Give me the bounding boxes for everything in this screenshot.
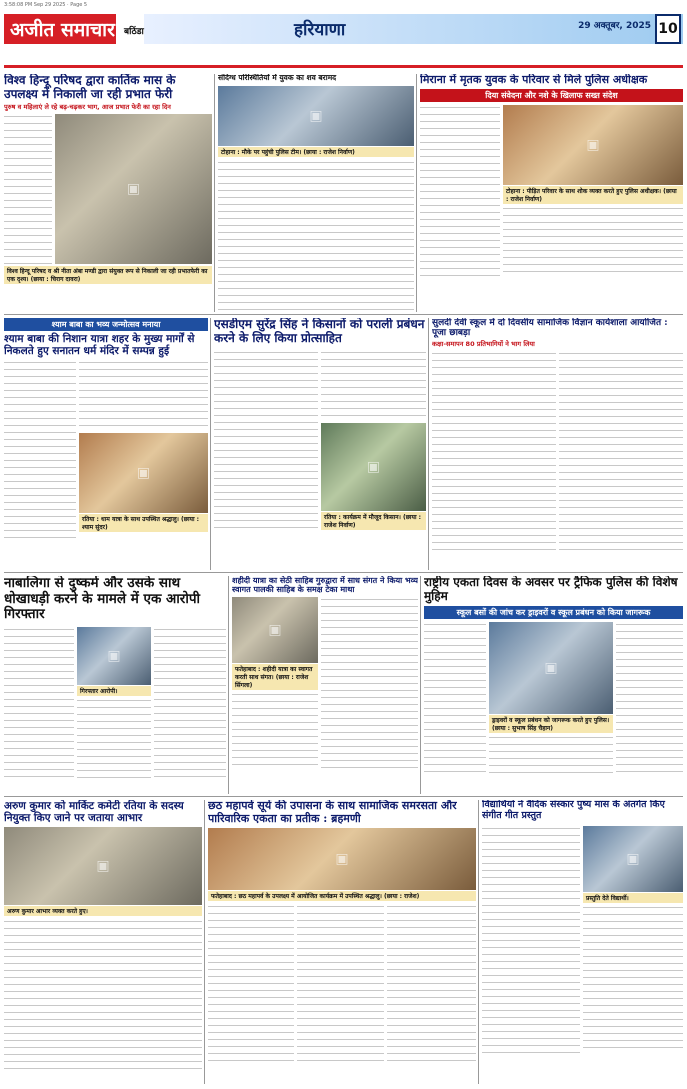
- photo: [583, 826, 683, 892]
- row-rule: [4, 796, 683, 797]
- photo-caption: प्रस्तुति देते विद्यार्थी।: [583, 893, 683, 903]
- article-body: [297, 904, 384, 1064]
- article-body: [559, 351, 683, 556]
- article-body-recovered: [218, 74, 414, 312]
- article-shyam-baba: [4, 318, 208, 570]
- headline: संदिग्ध परिस्थितियों में युवक का शव बरामद: [218, 74, 337, 82]
- article-body: [214, 350, 318, 530]
- article-body: [79, 360, 208, 430]
- camera-icon: ▣: [107, 647, 121, 664]
- photo-caption: ड्राइवरों व स्कूल प्रबंधन को जागरूक करते हुए पुलिस। (छाया : सुभाष सिंह चैहान): [489, 715, 613, 733]
- article-vedic-sanskar: [482, 800, 683, 1084]
- article-body: [208, 904, 294, 1064]
- article-school-workshop: [432, 318, 683, 570]
- section-title: हरियाणा: [294, 20, 346, 40]
- article-body: [154, 627, 226, 782]
- camera-icon: ▣: [626, 850, 640, 867]
- camera-icon: ▣: [96, 858, 110, 875]
- headline: मिराना में मृतक युवक के परिवार से मिले पुलिस अधीक्षक: [420, 74, 648, 86]
- camera-icon: ▣: [136, 465, 151, 482]
- photo-caption: टोहाना : पीड़ित परिवार के साथ शोक व्यक्त करते हुए पुलिस अधीक्षक। (छाया : राजेश निर्वाण): [503, 186, 683, 204]
- photo: [232, 597, 318, 663]
- headline: श्याम बाबा की निशान यात्रा शहर के मुख्य मार्गों से निकलते हुए सनातन धर्म मंदिर में सम्पन्न हुई: [4, 333, 195, 358]
- headline: छठ महापर्व सूर्य की उपासना के साथ सामाजिक समरसता और पारिवारिक एकता का प्रतीक : ब्रहमणी: [208, 800, 457, 825]
- row-rule: [4, 572, 683, 573]
- article-body: [4, 627, 74, 782]
- camera-icon: ▣: [309, 107, 323, 124]
- photo-caption: टोहाना : मौके पर पहुंची पुलिस टीम। (छाया : राजेश निर्वाण): [218, 147, 414, 157]
- column-rule: [228, 576, 229, 794]
- article-body: [616, 622, 683, 772]
- photo: [489, 622, 613, 714]
- article-body: [387, 904, 476, 1064]
- photo: [79, 433, 208, 513]
- column-rule: [204, 800, 205, 1084]
- column-rule: [210, 318, 211, 570]
- masthead: [4, 12, 683, 68]
- photo-caption: रतिया : कार्यक्रम में मौजूद किसान। (छाया : राजेश निर्वाण): [321, 512, 426, 530]
- article-arrest: [4, 576, 226, 794]
- column-rule: [478, 800, 479, 1084]
- headline: अरुण कुमार को मार्किट कमेटी रतिया के सदस्य नियुक्त किए जाने पर जताया आभार: [4, 800, 184, 825]
- article-body: [503, 206, 683, 278]
- article-prabhat-pheri: [4, 74, 212, 312]
- camera-icon: ▣: [268, 622, 282, 639]
- article-body: [321, 597, 418, 772]
- photo: [208, 828, 476, 890]
- row-rule: [4, 314, 683, 315]
- article-market-committee: [4, 800, 202, 1084]
- subhead: स्कूल बसों की जांच कर ड्राइवरों व स्कूल प्रबंधन को किया जागरूक: [424, 606, 683, 619]
- article-chhath: [208, 800, 476, 1084]
- print-info-strip: 3:58:08 PM Sep 29 2025 · Page 5: [4, 2, 88, 8]
- article-sp-visit: [420, 74, 683, 312]
- subhead: पुरुष व महिलाएं ले रहे बढ़-चढ़कर भाग, आज प्रभात फेरी का रहा दिन: [4, 102, 171, 111]
- column-rule: [214, 74, 215, 312]
- subhead: कक्षा-समापन 80 प्रतिभागियों ने भाग लिया: [432, 339, 535, 348]
- headline: विद्यार्थियों ने वैदिक संस्कार पुष्य मास के अंतर्गत किए संगीत गीत प्रस्तुत: [482, 800, 665, 821]
- camera-icon: ▣: [544, 659, 558, 676]
- column-rule: [416, 74, 417, 312]
- headline: राष्ट्रीय एकता दिवस के अवसर पर ट्रैफिक पुलिस की विशेष मुहिम: [424, 576, 678, 603]
- photo: [218, 86, 414, 146]
- article-body: [583, 905, 683, 1053]
- photo: [77, 627, 151, 685]
- article-body: [482, 826, 580, 1056]
- camera-icon: ▣: [366, 458, 381, 475]
- article-traffic-police: [424, 576, 683, 794]
- page-number: 10: [655, 14, 681, 44]
- headline: विश्व हिन्दू परिषद द्वारा कार्तिक मास के उपलक्ष्य में निकाली जा रही प्रभात फेरी: [4, 74, 176, 101]
- photo-caption: विश्व हिन्दू परिषद व श्री नीता अंबा मण्डी द्वारा संयुक्त रूप से निकाली जा रही प्रभातफेरी का एक दृश्य। (छाया : चिराग दावरा): [4, 266, 212, 284]
- headline: एसडीएम सुरेंद्र सिंह ने किसानों को पराली प्रबंधन करने के लिए किया प्रोत्साहित: [214, 318, 425, 345]
- issue-date: 29 अक्तूबर, 2025: [578, 21, 651, 31]
- article-body: [77, 698, 151, 782]
- photo: [55, 114, 212, 264]
- photo-caption: अरुण कुमार आभार व्यक्त करते हुए।: [4, 906, 202, 916]
- photo-caption: गिरफ्तार आरोपी।: [77, 686, 151, 696]
- article-shahidi-yatra: [232, 576, 418, 794]
- headline: सुलदी देवी स्कूल में दो दिवसीय सामाजिक विज्ञान कार्यशाला आयोजित : पूजा छाबड़ा: [432, 318, 668, 339]
- edition-label: बठिंडा: [124, 27, 144, 37]
- article-body: [321, 350, 426, 420]
- headline: शहीदी यात्रा का सेठी साहिब गुरुद्वारा में साध संगत ने किया भव्य स्वागत पालकी साहिब के समक्ष टेका माथा: [232, 576, 418, 595]
- photo: [503, 105, 683, 185]
- article-body: [4, 114, 52, 264]
- article-body: [232, 692, 318, 768]
- camera-icon: ▣: [335, 851, 349, 868]
- column-rule: [428, 318, 429, 570]
- article-body: [424, 622, 486, 772]
- article-body: [489, 735, 613, 775]
- kicker: श्याम बाबा का भव्य जन्मोत्सव मनाया: [4, 318, 208, 331]
- camera-icon: ▣: [586, 136, 600, 153]
- photo-caption: रतिया : धाम यात्रा के साथ उपस्थित श्रद्धालु। (छाया : श्याम सुंदर): [79, 514, 208, 532]
- newspaper-title: अजीत समाचार: [10, 19, 115, 41]
- photo-caption: फतेहाबाद : छठ महापर्व के उपलक्ष्य में आयोजित कार्यक्रम में उपस्थित श्रद्धालु। (छाया : राजेश): [208, 891, 476, 901]
- article-body: [432, 351, 556, 556]
- article-body: [4, 919, 202, 1069]
- camera-icon: ▣: [126, 181, 141, 198]
- photo: [321, 423, 426, 511]
- article-body: [218, 160, 414, 310]
- article-body: [420, 105, 500, 280]
- column-rule: [420, 576, 421, 794]
- photo-caption: फतेहाबाद : शहीदी यात्रा का स्वागत करती साध संगत। (छाया : राजेश सिंगला): [232, 664, 318, 690]
- photo: [4, 827, 202, 905]
- article-body: [4, 360, 76, 540]
- headline: नाबालिगा से दुष्कर्म और उसके साथ धोखाधड़ी करने के मामले में एक आरोपी गिरफ्तार: [4, 576, 200, 623]
- subhead: दिया संवेदना और नशे के खिलाफ सख्त संदेश: [420, 89, 683, 102]
- article-sdm-parali: [214, 318, 426, 570]
